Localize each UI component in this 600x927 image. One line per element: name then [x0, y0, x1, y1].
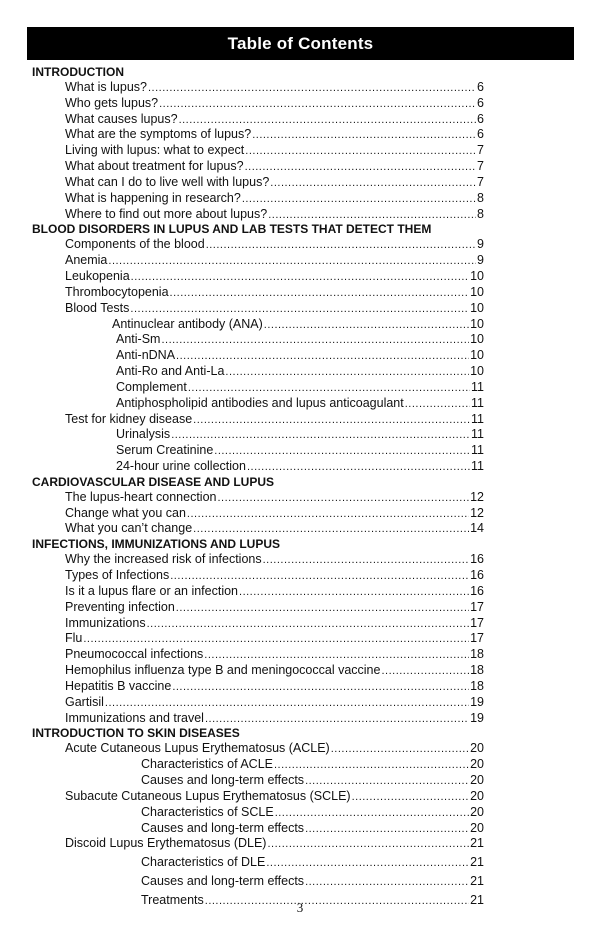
toc-entry[interactable]: What you can’t change ..... 14	[32, 521, 484, 537]
section-heading-infections: INFECTIONS, IMMUNIZATIONS AND LUPUS	[32, 537, 280, 552]
toc-entry[interactable]: Immunizations and travel ..... 19	[32, 711, 484, 727]
toc-entry[interactable]: Pneumococcal infections ..... 18	[32, 647, 484, 663]
toc-entry[interactable]: Treatments ..... 21	[32, 893, 484, 909]
toc-entry[interactable]: Why the increased risk of infections ..... 16	[32, 552, 484, 568]
toc-entry[interactable]: Test for kidney disease ..... 11	[32, 412, 484, 428]
toc-entry[interactable]: Antiphospholipid antibodies and lupus anticoagulant ..... 11	[32, 396, 484, 412]
toc-entry[interactable]: Serum Creatinine ..... 11	[32, 443, 484, 459]
toc-entry[interactable]: Where to find out more about lupus? ..... 8	[32, 207, 484, 223]
page-number: 3	[296, 900, 304, 915]
section-heading-blood-disorders: BLOOD DISORDERS IN LUPUS AND LAB TESTS THAT DETECT THEM	[32, 222, 432, 237]
toc-entry[interactable]: Change what you can ..... 12	[32, 506, 484, 522]
toc-entry[interactable]: Anti-Ro and Anti-La ..... 10	[32, 364, 484, 380]
section-heading-introduction: INTRODUCTION	[32, 65, 124, 79]
toc-entry[interactable]: Anemia ..... 9	[32, 253, 484, 269]
toc-entry[interactable]: Antinuclear antibody (ANA) ..... 10	[32, 317, 484, 333]
toc-entry[interactable]: Acute Cutaneous Lupus Erythematosus (ACLE) ..... 20	[32, 741, 484, 757]
toc-entry[interactable]: Hepatitis B vaccine ..... 18	[32, 679, 484, 695]
toc-entry[interactable]: Is it a lupus flare or an infection ..... 16	[32, 584, 484, 600]
toc-entry[interactable]: Characteristics of ACLE ..... 20	[32, 757, 484, 773]
toc-entry[interactable]: Characteristics of DLE ..... 21	[32, 855, 484, 871]
toc-entry[interactable]: Characteristics of SCLE ..... 20	[32, 805, 484, 821]
toc-entry[interactable]: Types of Infections ..... 16	[32, 568, 484, 584]
toc-entry[interactable]: Discoid Lupus Erythematosus (DLE) ..... 21	[32, 836, 484, 852]
toc-entry[interactable]: What is happening in research? ..... 8	[32, 191, 484, 207]
toc-entry[interactable]: Immunizations ..... 17	[32, 616, 484, 632]
toc-entry[interactable]: Who gets lupus? ..... 6	[32, 96, 484, 112]
toc-entry[interactable]: What can I do to live well with lupus? ..... 7	[32, 175, 484, 191]
page-title: Table of Contents	[227, 33, 374, 53]
toc-entry[interactable]: Components of the blood ..... 9	[32, 237, 484, 253]
toc-entry[interactable]: Causes and long-term effects ..... 20	[32, 773, 484, 789]
toc-entry[interactable]: What causes lupus? ..... 6	[32, 112, 484, 128]
toc-entry[interactable]: Causes and long-term effects ..... 21	[32, 874, 484, 890]
toc-entry[interactable]: What about treatment for lupus? ..... 7	[32, 159, 484, 175]
toc-entry[interactable]: Urinalysis ..... 11	[32, 427, 484, 443]
toc-entry[interactable]: What is lupus? ..... 6	[32, 80, 484, 96]
section-heading-skin-diseases: INTRODUCTION TO SKIN DISEASES	[32, 726, 240, 741]
toc-entry[interactable]: Subacute Cutaneous Lupus Erythematosus (SCLE) ..... 20	[32, 789, 484, 805]
toc-entry[interactable]: Blood Tests ..... 10	[32, 301, 484, 317]
toc-entry[interactable]: Gartisil ..... 19	[32, 695, 484, 711]
table-of-contents	[32, 65, 484, 909]
toc-entry[interactable]: Living with lupus: what to expect ..... 7	[32, 143, 484, 159]
toc-entry[interactable]: Complement ..... 11	[32, 380, 484, 396]
toc-entry[interactable]: Anti-nDNA ..... 10	[32, 348, 484, 364]
toc-entry[interactable]: Leukopenia ..... 10	[32, 269, 484, 285]
toc-entry[interactable]: Flu ..... 17	[32, 631, 484, 647]
toc-entry[interactable]: What are the symptoms of lupus? ..... 6	[32, 127, 484, 143]
toc-entry[interactable]: Thrombocytopenia ..... 10	[32, 285, 484, 301]
toc-entry[interactable]: Causes and long-term effects ..... 20	[32, 821, 484, 837]
toc-entry[interactable]: The lupus-heart connection ..... 12	[32, 490, 484, 506]
toc-title-bar	[27, 27, 574, 60]
toc-entry[interactable]: 24-hour urine collection ..... 11	[32, 459, 484, 475]
toc-entry[interactable]: Hemophilus influenza type B and meningococcal vaccine ..... 18	[32, 663, 484, 679]
toc-entry[interactable]: Preventing infection ..... 17	[32, 600, 484, 616]
section-heading-cardiovascular: CARDIOVASCULAR DISEASE AND LUPUS	[32, 474, 275, 489]
toc-entry[interactable]: Anti-Sm ..... 10	[32, 332, 484, 348]
